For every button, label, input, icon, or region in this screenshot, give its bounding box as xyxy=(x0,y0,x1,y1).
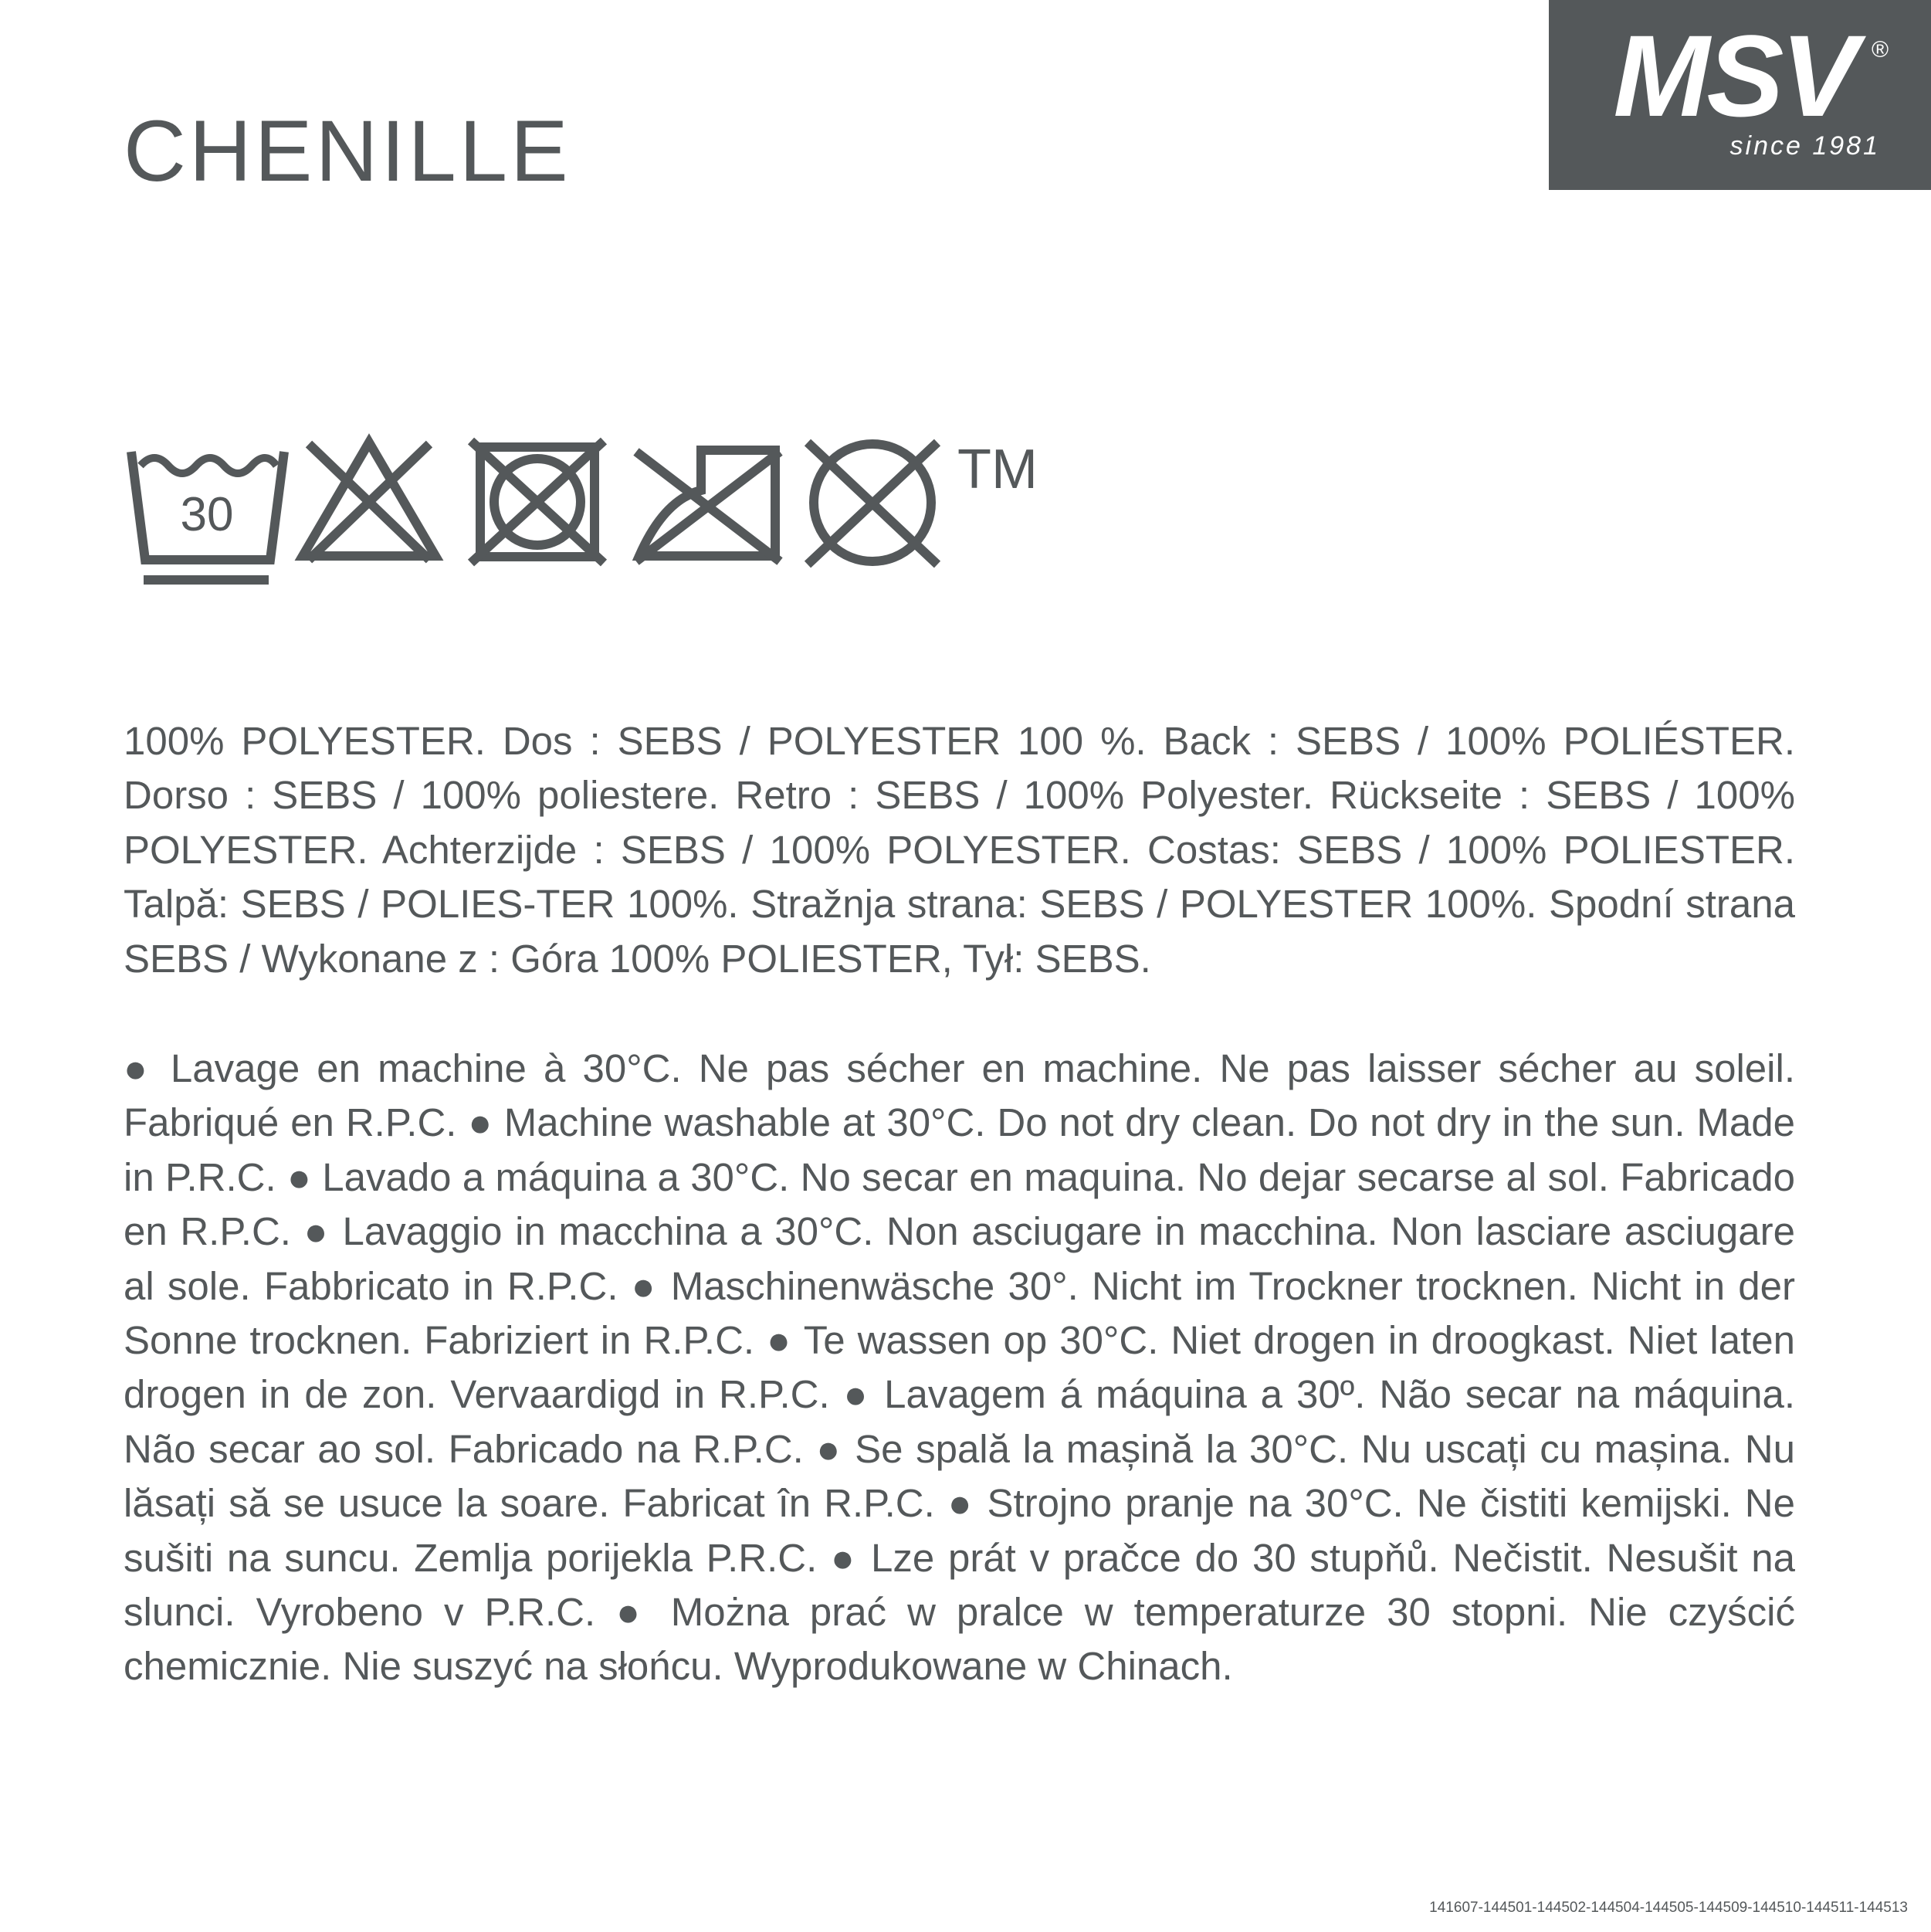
page-title: CHENILLE xyxy=(124,103,571,199)
composition-paragraph: 100% POLYESTER. Dos : SEBS / POLYESTER 100 %. Back : SEBS / 100% POLIÉSTER. Dorso : SEBS / 100% poliestere. Retro : SEBS / 100% Polyester. Rückseite : SEBS / 100% POLYESTER. Achterzijde : SEBS / 100% POLYESTER. Costas: SEBS / 100% POLIESTER. Talpă: SEBS / POLIES-TER 100%. Stražnja strana: SEBS / POLYESTER 100%. Spodní strana SEBS / Wykonane z : Góra 100% POLIESTER, Tył: SEBS. xyxy=(124,719,1795,981)
trademark-mark: TM xyxy=(957,439,1038,500)
brand-tagline: since 1981 xyxy=(1729,131,1880,161)
brand-logo xyxy=(1549,0,1931,190)
do-not-tumble-dry-icon xyxy=(471,441,604,563)
care-instructions-paragraph: ● Lavage en machine à 30°C. Ne pas sécher en machine. Ne pas laisser sécher au soleil. Fabriqué en R.P.C. ● Machine washable at 30°C. Do not dry clean. Do not dry in the sun. Made in P.R.C. ● Lavado a máquina a 30°C. No secar en maquina. No dejar secarse al sol. Fabricado en R.P.C. ● Lavaggio in macchina a 30°C. Non asciugare in macchina. Non lasciare asciugare al sole. Fabbricato in R.P.C. ● Maschinenwäsche 30°. Nicht im Trockner trocknen. Nicht in der Sonne trocknen. Fabriziert in R.P.C. ● Te wassen op 30°C. Niet drogen in droogkast. Niet laten drogen in de zon. Vervaardigd in R.P.C. ● Lavagem á máquina a 30º. Não secar na máquina. Não secar ao sol. Fabricado na R.P.C. ● Se spală la mașină la 30°C. Nu uscați cu mașina. Nu lăsați să se usuce la soare. Fabricat în R.P.C. ● Strojno pranje na 30°C. Ne čistiti kemijski. Ne sušiti na suncu. Zemlja porijekla P.R.C. ● Lze prát v pračce do 30 stupňů. Nečistit. Nesušit na slunci. Vyrobeno v P.R.C. ● Można prać w pralce w temperaturze 30 stopni. Nie czyścić chemicznie. Nie suszyć na słońcu. Wyprodukowane w Chinach. xyxy=(124,1046,1795,1689)
product-codes: 141607-144501-144502-144504-144505-144509-144510-144511-144513 xyxy=(1429,1900,1908,1916)
wash-30-icon xyxy=(131,452,284,580)
do-not-bleach-icon xyxy=(303,442,435,560)
svg-text:®: ® xyxy=(1872,37,1889,63)
do-not-dry-clean-icon xyxy=(808,442,937,564)
wash-temperature-label: 30 xyxy=(180,488,234,541)
care-symbols xyxy=(124,429,1081,606)
do-not-iron-icon xyxy=(636,450,780,561)
msv-logo-icon xyxy=(1549,0,1931,190)
svg-text:MSV: MSV xyxy=(1613,11,1855,141)
